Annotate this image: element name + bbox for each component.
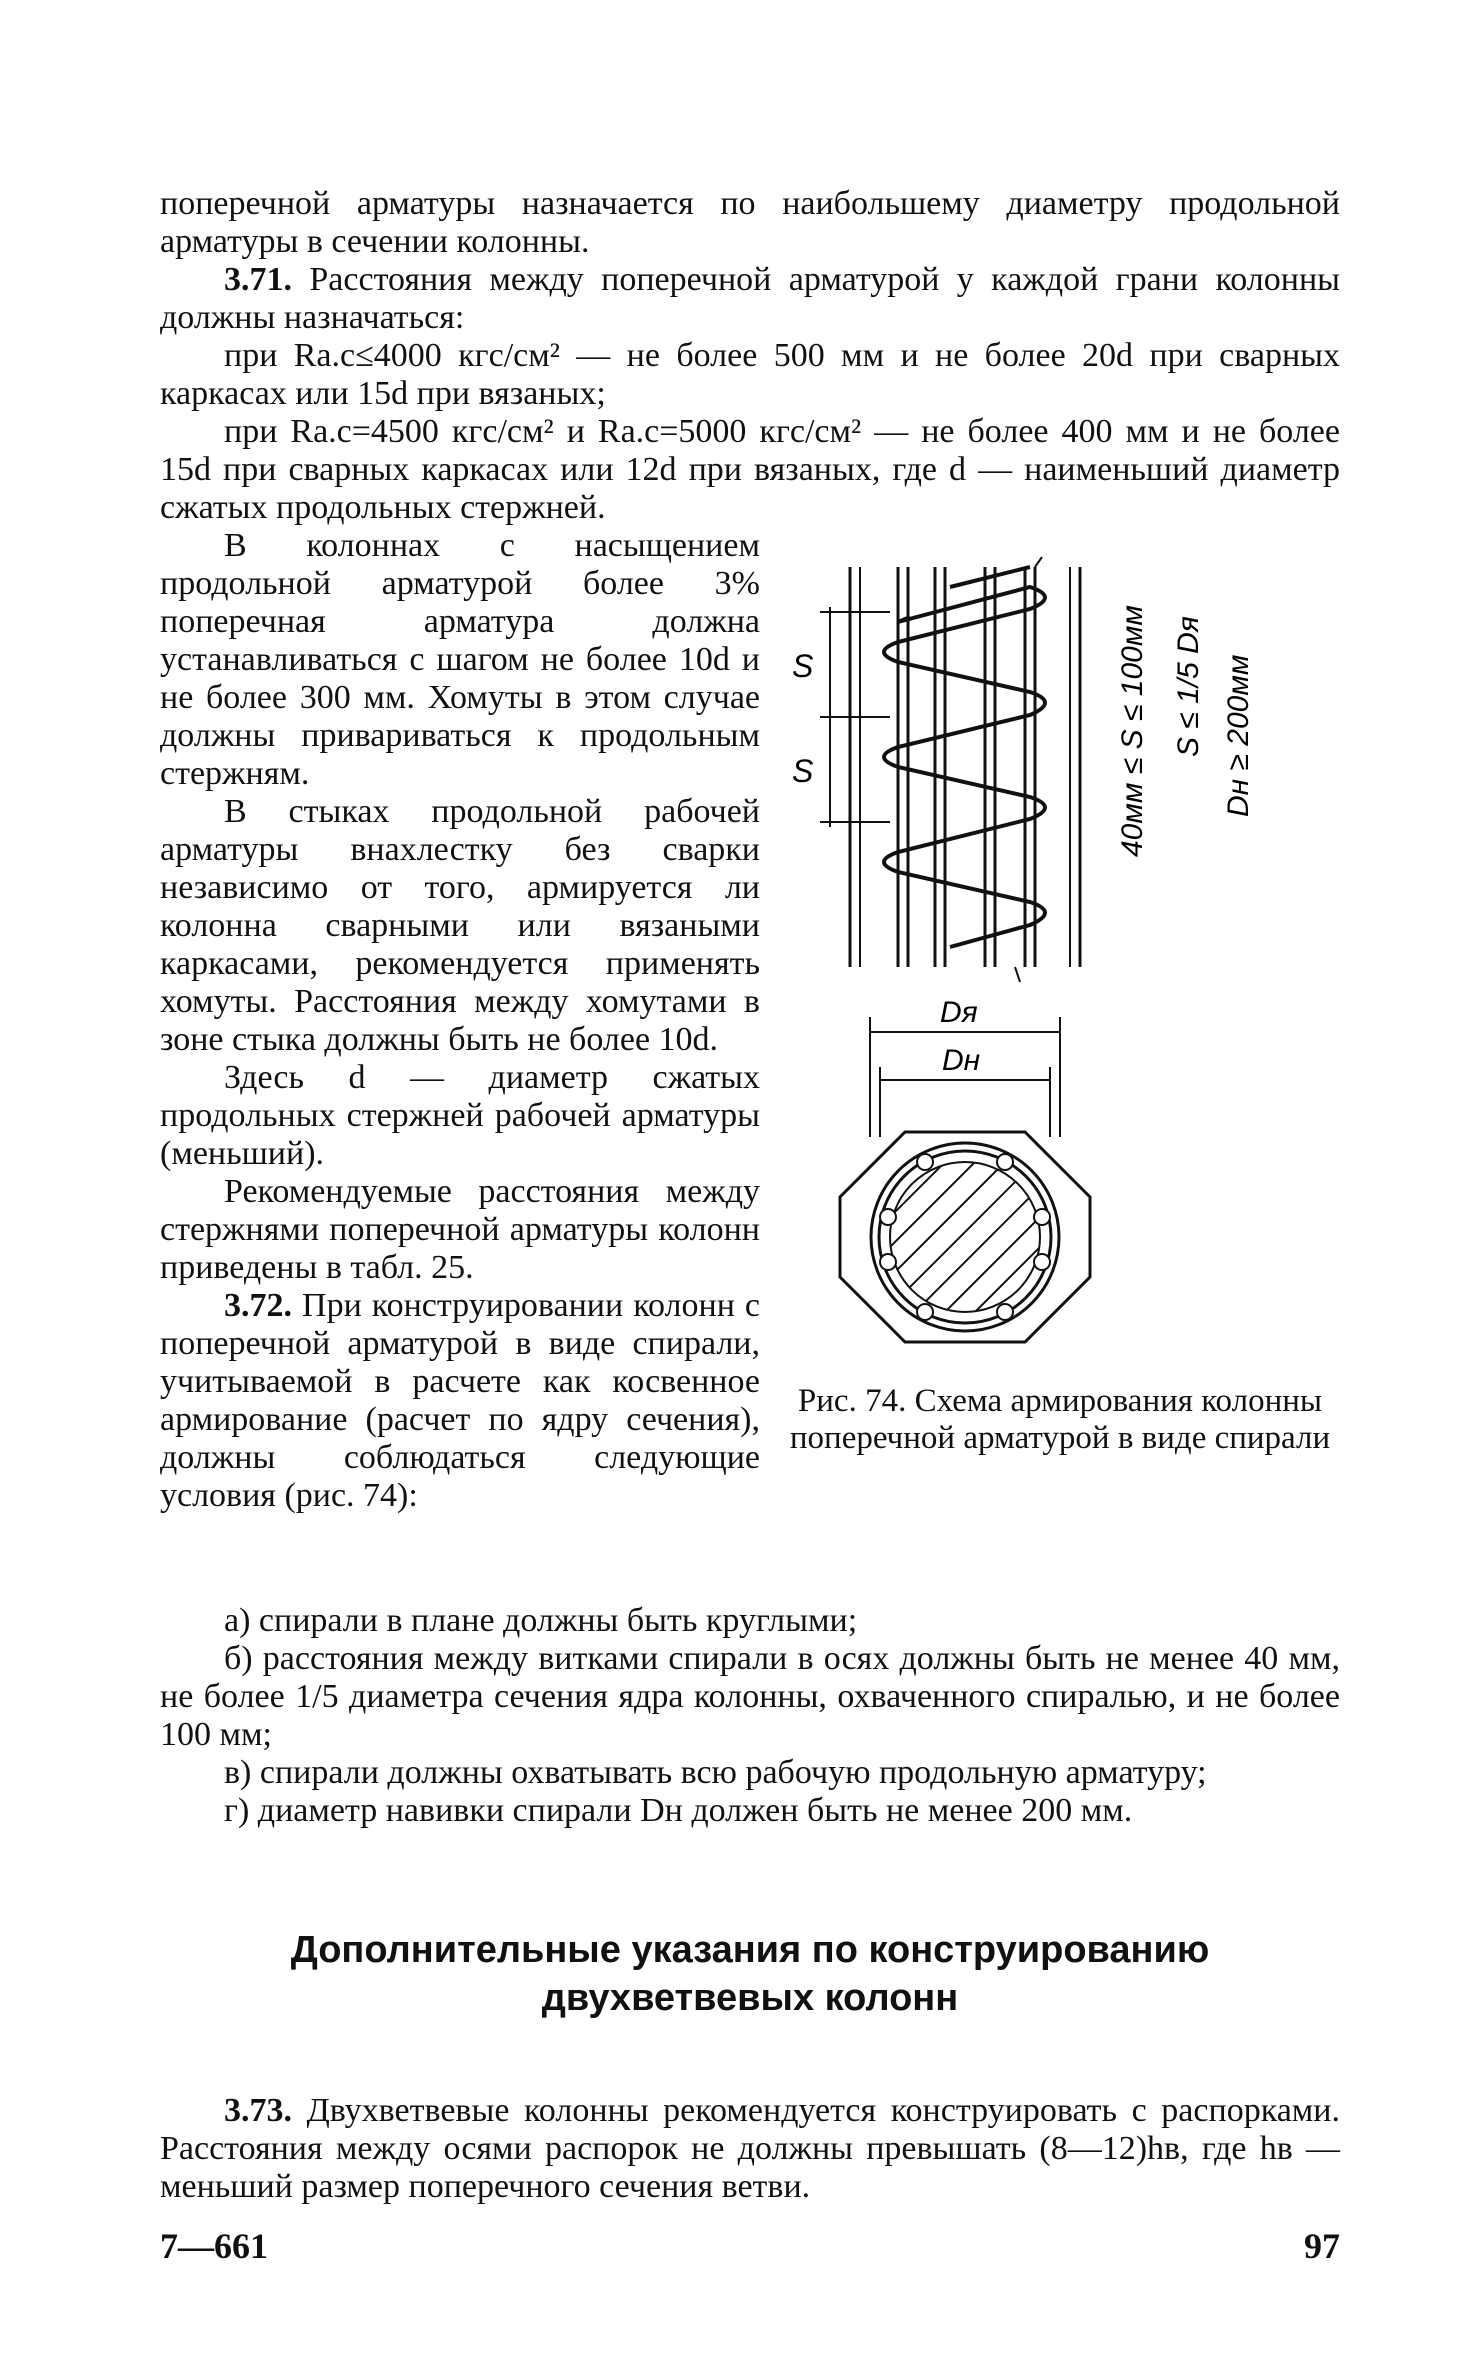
figure-caption: Рис. 74. Схема армирования колонны поперечной арматурой в виде спирали	[789, 1383, 1331, 1456]
paragraph: В стыках продольной рабочей арматуры внахлестку без сварки независимо от того, армируется ли колонна сварными или вязаными каркасами, рекомендуется применять хомуты. Расстояния между хомутами в зоне стыка должны быть не более 10d.	[160, 793, 760, 1058]
condition-v: в) спирали должны охватывать всю рабочую продольную арматуру;	[224, 1754, 1207, 1791]
paragraph: при Rа.с≤4000 кгс/см² — не более 500 мм и не более 20d при сварных каркасах или 15d при вязаных;	[160, 337, 1340, 412]
spiral-reinforcement-diagram	[780, 527, 1340, 1377]
pitch-dimension-lines	[820, 607, 890, 827]
clause-number: 3.73.	[224, 2092, 292, 2129]
longitudinal-bars	[880, 1154, 1050, 1320]
paragraph-3-72	[160, 1287, 760, 1515]
label-s-lower: S	[792, 753, 814, 789]
condition-g: г) диаметр навивки спирали Dн должен быть не менее 200 мм.	[224, 1792, 1133, 1829]
paragraph-3-71	[160, 261, 1340, 337]
label-pitch-range: 40мм ≤ S ≤ 100мм	[1116, 605, 1149, 857]
page-number: 97	[1304, 2226, 1340, 2266]
core-hatching	[870, 1097, 1060, 1347]
paragraph: В колоннах с насыщением продольной арматурой более 3% поперечная арматура должна устанавливаться с шагом не более 10d и не более 300 мм. Хомуты в этом случае должны привариваться к продольным стержням.	[160, 527, 760, 792]
section-heading: Дополнительные указания по конструированию двухветвевых колонн	[290, 1929, 1210, 2019]
label-winding-diameter: Dн	[942, 1044, 981, 1077]
two-column-section	[160, 527, 1340, 1602]
spiral-inner-ring	[879, 1151, 1051, 1323]
page-body	[160, 185, 1340, 2206]
clause-text: При конструировании колонн с поперечной арматурой в виде спирали, учитываемой в расчете как косвенное армирование (расчет по ядру сечения), должны соблюдаться следующие условия (рис. 74):	[160, 1287, 760, 1514]
paragraph: Рекомендуемые расстояния между стержнями поперечной арматуры колонн приведены в табл. 25.	[160, 1173, 760, 1286]
signature-mark: 7—661	[160, 2226, 268, 2266]
paragraph-3-73	[160, 2092, 1340, 2206]
clause-text: Расстояния между поперечной арматурой у каждой грани колонны должны назначаться:	[160, 261, 1340, 336]
label-core-diameter: Dя	[940, 996, 978, 1029]
figure-74	[780, 527, 1340, 1547]
condition-b: б) расстояния между витками спирали в осях должны быть не менее 40 мм, не более 1/5 диаметра сечения ядра колонны, охваченного спиралью, и не более 100 мм;	[160, 1640, 1340, 1753]
paragraph: Здесь d — диаметр сжатых продольных стержней рабочей арматуры (меньший).	[160, 1059, 760, 1172]
clause-number: 3.71.	[224, 261, 292, 298]
condition-a: а) спирали в плане должны быть круглыми;	[224, 1602, 858, 1639]
column-elevation	[850, 557, 1080, 982]
core-boundary	[890, 1162, 1040, 1312]
left-column	[160, 527, 760, 1515]
label-s-upper: S	[792, 648, 814, 684]
clause-text: Двухветвевые колонны рекомендуется конструировать с распорками. Расстояния между осями распорок не должны превышать (8—12)hв, где hв — меньший размер поперечного сечения ветви.	[160, 2092, 1340, 2205]
paragraph: поперечной арматуры назначается по наибольшему диаметру продольной арматуры в сечении колонны.	[160, 185, 1340, 260]
label-min-diameter: Dн ≥ 200мм	[1222, 654, 1255, 817]
label-pitch-ratio: S ≤ 1/5 Dя	[1172, 616, 1205, 757]
diameter-dimension-lines	[870, 1017, 1060, 1137]
clause-number: 3.72.	[224, 1287, 292, 1324]
paragraph: при Rа.с=4500 кгс/см² и Rа.с=5000 кгс/см² — не более 400 мм и не более 15d при сварных каркасах или 12d при вязаных, где d — наименьший диаметр сжатых продольных стержней.	[160, 413, 1340, 526]
